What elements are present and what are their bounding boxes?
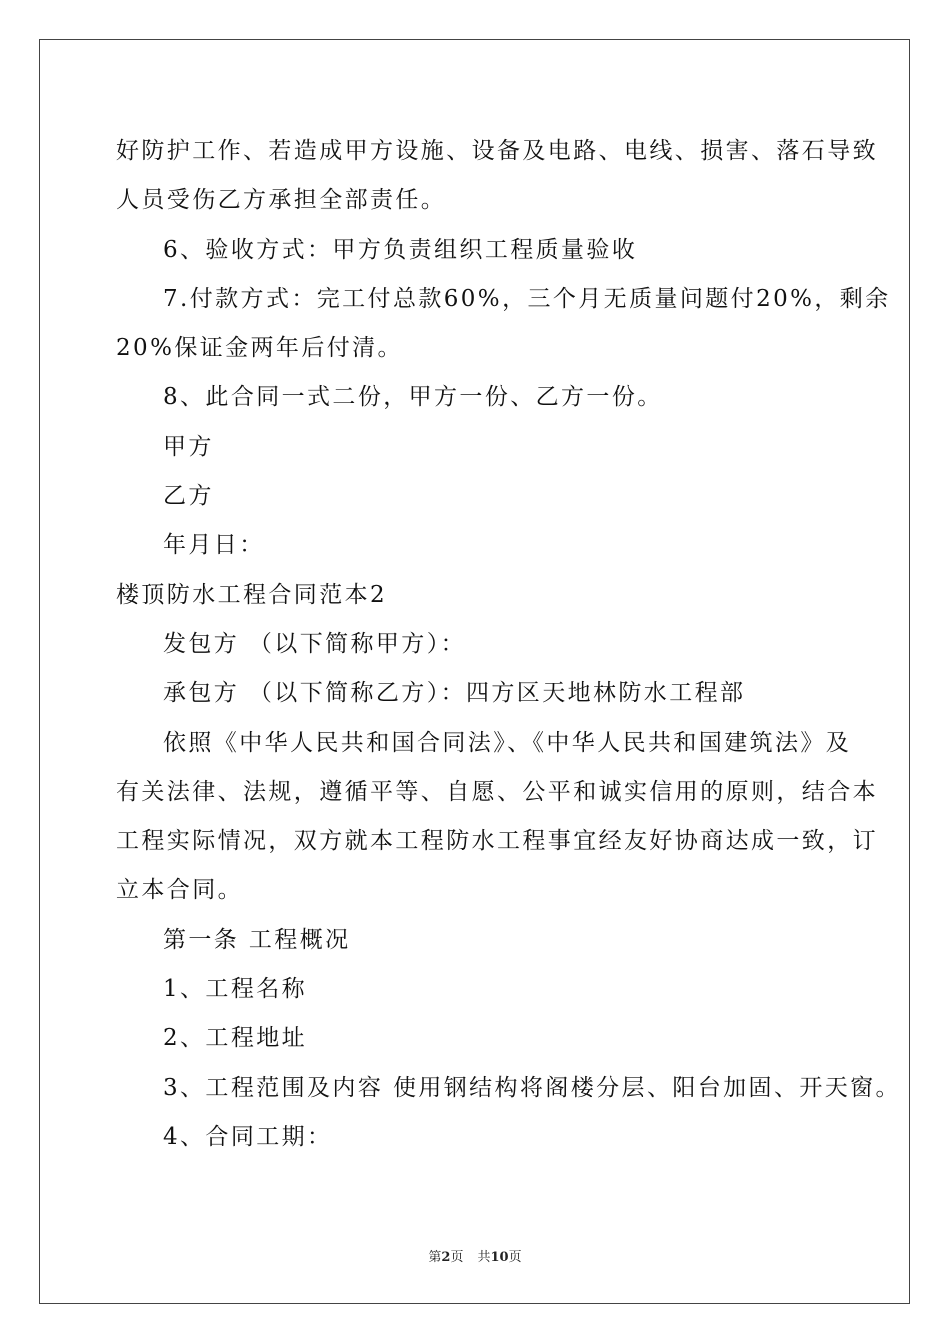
footer-total-suffix: 页 [508, 1250, 522, 1265]
page-footer [0, 1246, 950, 1265]
paragraph-line: 甲方 [163, 433, 214, 460]
paragraph-line: 3、工程范围及内容 使用钢结构将阁楼分层、阳台加固、开天窗。 [163, 1074, 901, 1101]
paragraph-line: 第一条 工程概况 [163, 926, 351, 953]
document-body [116, 127, 901, 1162]
paragraph-line: 20%保证金两年后付清。 [116, 335, 403, 362]
footer-page-number: 2 [441, 1250, 451, 1265]
footer-page-prefix: 第 [428, 1250, 442, 1265]
paragraph-line: 有关法律、法规，遵循平等、自愿、公平和诚实信用的原则，结合本 [116, 778, 878, 805]
paragraph-line: 年月日： [163, 532, 265, 559]
paragraph-line: 好防护工作、若造成甲方设施、设备及电路、电线、损害、落石导致 [116, 138, 878, 164]
paragraph-line: 承包方 （以下简称乙方）：四方区天地林防水工程部 [163, 680, 746, 707]
paragraph-line: 发包方 （以下简称甲方）： [163, 630, 467, 657]
paragraph-line: 1、工程名称 [163, 976, 308, 1003]
footer-page-suffix: 页 [450, 1250, 464, 1265]
paragraph-line: 4、合同工期： [163, 1123, 333, 1150]
footer-total-prefix: 共 [477, 1250, 491, 1265]
paragraph-line: 工程实际情况，双方就本工程防水工程事宜经友好协商达成一致，订 [116, 828, 878, 855]
paragraph-line: 楼顶防水工程合同范本2 [116, 581, 388, 608]
paragraph-line: 2、工程地址 [163, 1025, 308, 1052]
paragraph-line: 6、验收方式：甲方负责组织工程质量验收 [163, 236, 638, 263]
paragraph-line: 乙方 [163, 483, 214, 510]
paragraph-line: 人员受伤乙方承担全部责任。 [116, 187, 447, 214]
footer-total-pages: 10 [490, 1250, 509, 1265]
paragraph-line: 8、此合同一式二份，甲方一份、乙方一份。 [163, 384, 663, 411]
paragraph-line: 立本合同。 [116, 877, 243, 904]
paragraph-line: 7.付款方式：完工付总款60%，三个月无质量问题付20%，剩余 [163, 285, 891, 312]
paragraph-line: 依照《中华人民共和国合同法》、《中华人民共和国建筑法》及 [163, 729, 852, 756]
